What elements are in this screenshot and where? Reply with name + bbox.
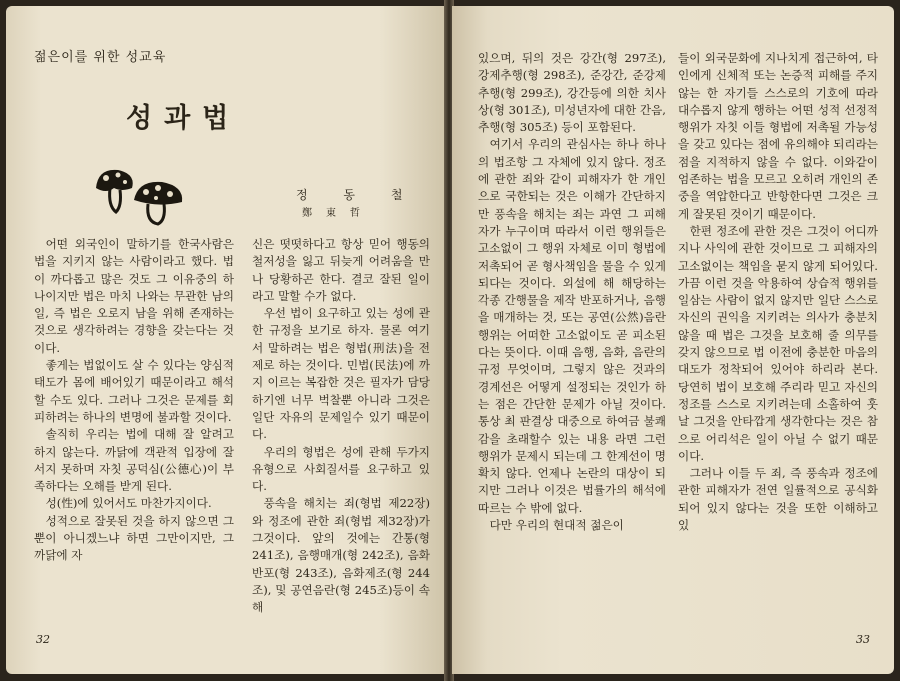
right-page — [452, 6, 894, 674]
left-column-2 — [252, 236, 430, 617]
paragraph: 다만 우리의 현대적 젊은이 — [489, 518, 624, 533]
right-column-1 — [478, 50, 666, 534]
right-column-2 — [678, 50, 878, 534]
paragraph: 신은 떳떳하다고 항상 믿어 행동의 철저성을 잃고 뒤늦게 어려움을 만나 당황하곤 한다. 결코 잘된 일이라고 말할 수가 없다. — [252, 237, 430, 303]
left-column-1 — [34, 236, 234, 565]
left-page — [6, 6, 446, 674]
article-title: 성과법 — [126, 103, 241, 134]
paragraph: 여기서 우리의 관심사는 하나 하나의 법조항 그 자체에 있지 않다. 정조에 관한 죄와 같이 피해자가 한 개인으로 국한되는 것은 이해가 간단하지만 풍속을 해치는 죄는 과연 그 피해자가 누구이며 따라서 이런 행위들은 고소없이 그 행위 자체로 이미 형법에 저촉되어 곧 형사책임을 물을 수 있게 되다는 것이다. 외설에 해 해당하는 각종 간행물을 제작 반포하거나, 음행을 매개하는 것, 또는 공연(公然)음란 행위는 어떠한 고소없이도 곧 피소된다는 뜻이다. 이때 음행, 음화, 음란의 규정 무엇이며, 그렇지 않은 것과의 경계선은 어떻게 설정되는 것인가 하는 점은 간단한 문제가 아닐 것이다. 통상 최 판결상 대중으로 하여금 불쾌감을 초래할수 있는 내용 라면 그런 행위가 문제시 되는데 그 한계선이 명확치 않다. 언제나 논란의 대상이 되지만 그러나 이것은 법률가의 해석에 따르는 수 밖에 없다. — [478, 137, 666, 515]
paragraph: 성적으로 잘못된 것을 하지 않으면 그뿐이 아니겠느냐 하면 그만이지만, 그 까닭에 자 — [34, 513, 234, 563]
paragraph: 한편 정조에 관한 것은 그것이 어디까지나 사익에 관한 것이므로 그 피해자의 고소없이는 책임을 묻지 않게 되어있다. 가끔 이런 것을 악용하여 상습적 행위를 일삼는 사람이 없지 않지만 일단 스스로 자신의 권익을 지키려는 의사가 충분치 않을 때 법은 그것을 보호해 줄 의무를 갖지 않으므로 법 이전에 충분한 마음의 대도가 정착되어 있어야 하리라 본다. 당연히 법이 보호해 주리라 믿고 자신의 정조를 스스로 지키려는데 소홀하여 훗날 그것을 안타깝게 생각한다는 것은 참으로 어리석은 일이 아닐 수 없기 때문이다. — [678, 223, 878, 463]
running-header: 젊은이를 위한 성교육 — [34, 50, 167, 65]
page-number: 32 — [36, 633, 50, 646]
mushroom-illustration — [92, 166, 188, 228]
paragraph: 어떤 외국인이 말하기를 한국사람은 법을 지키지 않는 사람이라고 했다. 법이 까다롭고 많은 것도 그 이유중의 하나이지만 법은 마치 나와는 무관한 남의 일, 즉 법은 오로지 남을 위해 존재하는 것으로 생각하려는 경향을 갖는다는 것이다. — [34, 237, 234, 355]
author-name: 정 동 철 — [296, 188, 419, 202]
paragraph: 있으며, 뒤의 것은 강간(형 297조), 강제추행(형 298조), 준강간, 준강제추행(형 299조), 강간등에 의한 치사상(형 301조), 미성년자에 대한 간음, 추행(형 305조) 등이 포함된다. — [478, 51, 666, 135]
paragraph: 풍속을 해치는 죄(형법 제22장)와 정조에 관한 죄(형법 제32장)가 그것이다. 앞의 것에는 간통(형 241조), 음행매개(형 242조), 음화반포(형 243조), 음화제조(형 244조), 및 공연음란(형 245조)등이 속해 — [252, 496, 430, 615]
paragraph: 들이 외국문화에 지나치게 접근하여, 타인에게 신체적 또는 논증적 피해를 주지않는 한 자기들 스스로의 기호에 따라 대수롭지 않게 행하는 어떤 성적 선정적 행위가 자칫 이들 형법에 저촉될 가능성을 갖고 있다는 점에 유의해야 되리라는 점을 지적하지 않을 수 없다. 이와같이 엄존하는 법을 모르고 오히려 개인의 존중을 역압한다고 반항한다면 그것은 크게 잘못된 것이기 때문이다. — [678, 51, 878, 221]
page-number: 33 — [856, 633, 870, 646]
paragraph: 솔직히 우리는 법에 대해 잘 알려고 하지 않는다. 까닭에 객관적 입장에 잘 서지 못하며 자칫 공덕심(公德心)이 부족하다는 오해를 받게 된다. — [34, 427, 234, 494]
paragraph: 우리의 형법은 성에 관해 두가지 유형으로 사회질서를 요구하고 있다. — [252, 444, 430, 494]
paragraph: 우선 법이 요구하고 있는 성에 관한 규정을 보기로 하자. 물론 여기서 말하려는 법은 형법(刑法)을 전제로 하는 것이다. 민법(民法)에 까지 이르는 복잡한 것은 필자가 담당하기엔 너무 벅찰뿐 아니라 그것은 일단 자유의 문제일수 있기 때문이다. — [252, 306, 430, 442]
paragraph: 그러나 이들 두 죄, 즉 풍속과 정조에 관한 피해자가 전연 일률적으로 공식화되어 있지 않다는 것을 또한 이해하고 있 — [678, 466, 878, 533]
author-hanja: 鄭東哲 — [302, 208, 374, 219]
paragraph: 성(性)에 있어서도 마찬가지이다. — [45, 496, 212, 511]
paragraph: 좋게는 법없이도 살 수 있다는 양심적 태도가 몸에 배어있기 때문이라고 해석할 수도 있다. 그러나 그것은 문제를 회피하려는 하나의 변명에 불과할 것이다. — [34, 358, 234, 424]
